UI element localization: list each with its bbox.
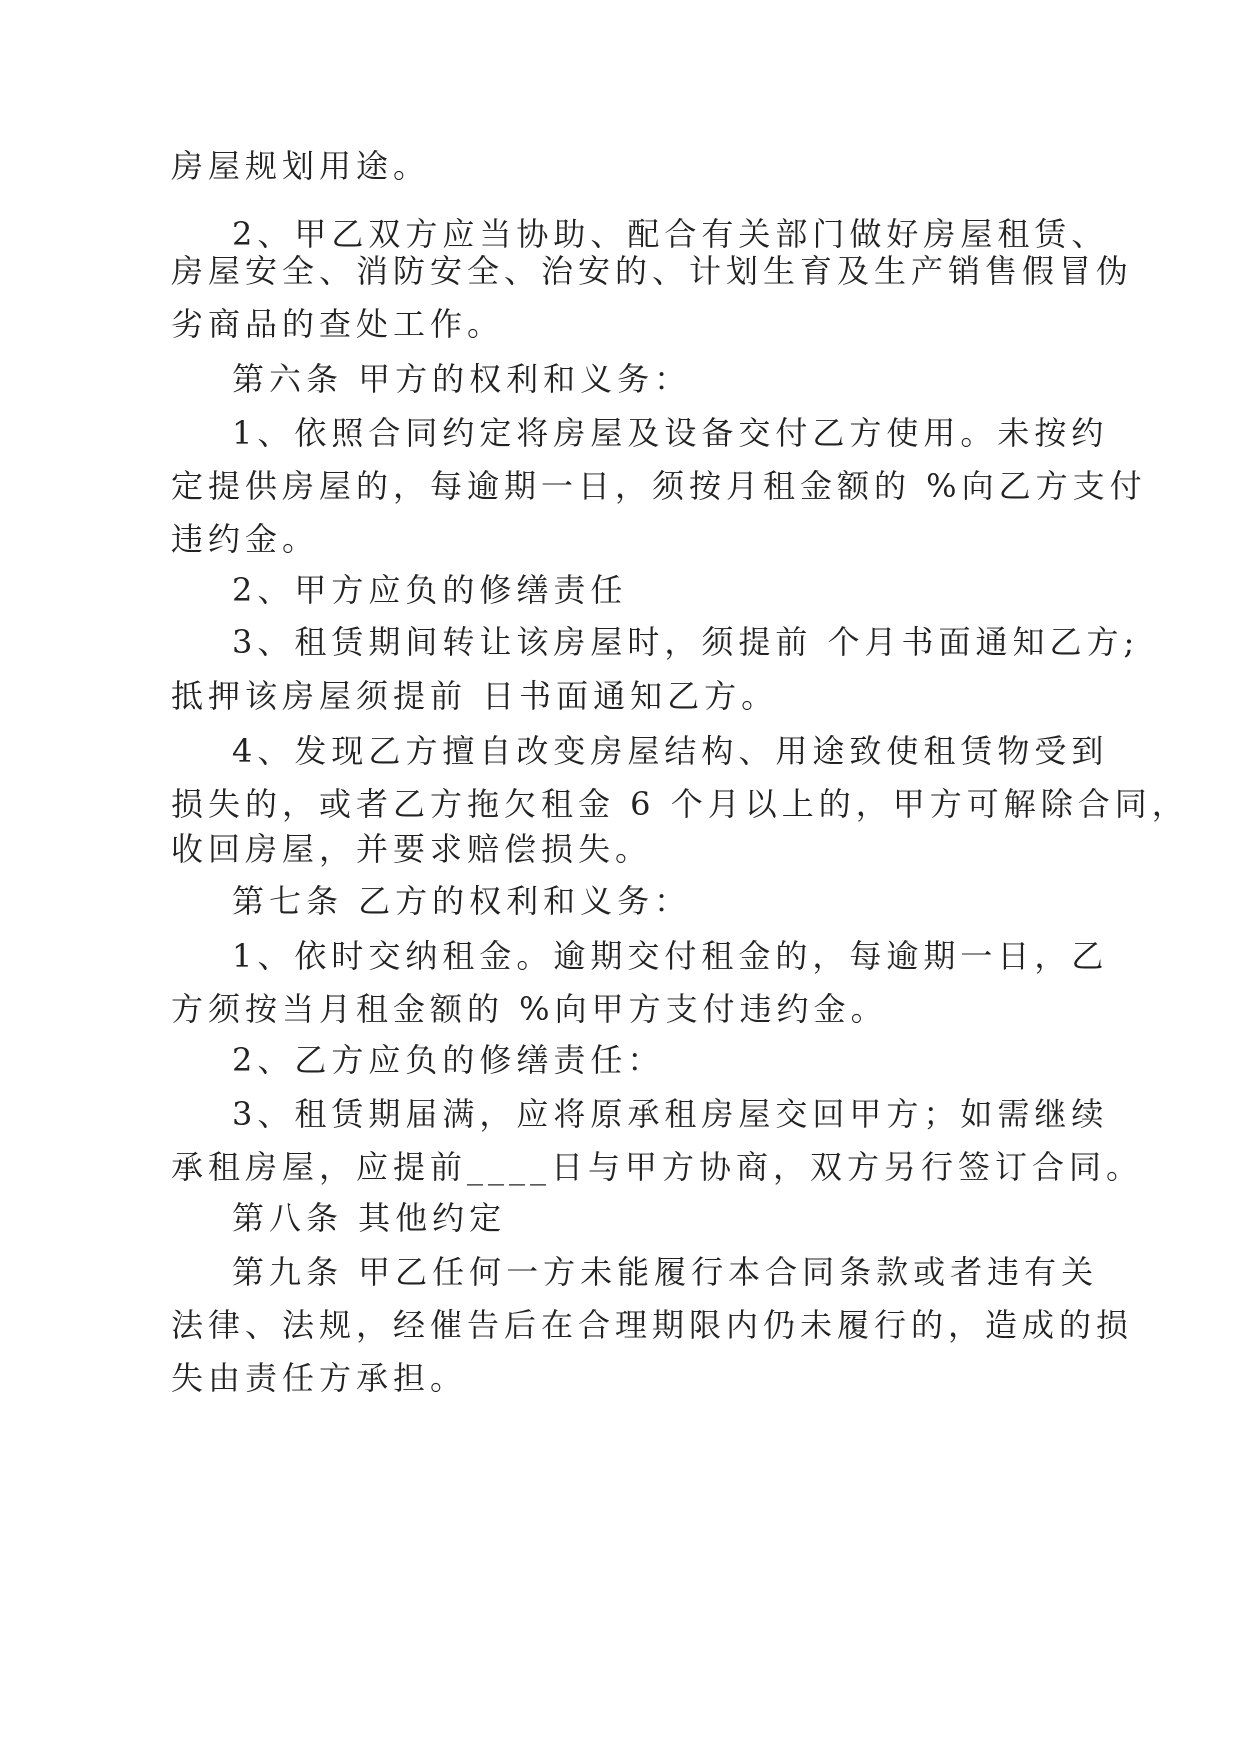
text-line: 3、租赁期届满，应将原承租房屋交回甲方；如需继续 bbox=[232, 1095, 1109, 1133]
section-heading: 第六条 甲方的权利和义务： bbox=[232, 360, 692, 398]
section-heading: 第九条 甲乙任何一方未能履行本合同条款或者违有关 bbox=[232, 1253, 1099, 1291]
text-line: 房屋规划用途。 bbox=[171, 147, 431, 185]
text-line: 收回房屋，并要求赔偿损失。 bbox=[171, 830, 653, 868]
text-line: 2、甲方应负的修缮责任 bbox=[232, 571, 628, 609]
text-line: 法律、法规，经催告后在合理期限内仍未履行的，造成的损 bbox=[171, 1306, 1134, 1344]
text-line: 3、租赁期间转让该房屋时，须提前 个月书面通知乙方; bbox=[232, 623, 1140, 661]
text-line: 失由责任方承担。 bbox=[171, 1359, 468, 1397]
text-line: 承租房屋，应提前____日与甲方协商，双方另行签订合同。 bbox=[171, 1148, 1144, 1186]
text-line: 方须按当月租金额的 %向甲方支付违约金。 bbox=[171, 990, 888, 1028]
section-heading: 第八条 其他约定 bbox=[232, 1199, 507, 1237]
text-line: 2、乙方应负的修缮责任： bbox=[232, 1041, 665, 1079]
text-line: 损失的，或者乙方拖欠租金 6 个月以上的，甲方可解除合同， bbox=[171, 785, 1189, 823]
text-line: 抵押该房屋须提前 日书面通知乙方。 bbox=[171, 677, 779, 715]
text-line: 房屋安全、消防安全、治安的、计划生育及生产销售假冒伪 bbox=[171, 252, 1134, 290]
text-line: 违约金。 bbox=[171, 520, 320, 558]
text-line: 2、甲乙双方应当协助、配合有关部门做好房屋租赁、 bbox=[232, 215, 1109, 253]
text-line: 4、发现乙方擅自改变房屋结构、用途致使租赁物受到 bbox=[232, 732, 1109, 770]
text-line: 定提供房屋的，每逾期一日，须按月租金额的 %向乙方支付 bbox=[171, 467, 1147, 505]
text-line: 劣商品的查处工作。 bbox=[171, 305, 505, 343]
section-heading: 第七条 乙方的权利和义务： bbox=[232, 882, 692, 920]
text-line: 1、依照合同约定将房屋及设备交付乙方使用。未按约 bbox=[232, 414, 1109, 452]
text-line: 1、依时交纳租金。逾期交付租金的，每逾期一日，乙 bbox=[232, 937, 1109, 975]
